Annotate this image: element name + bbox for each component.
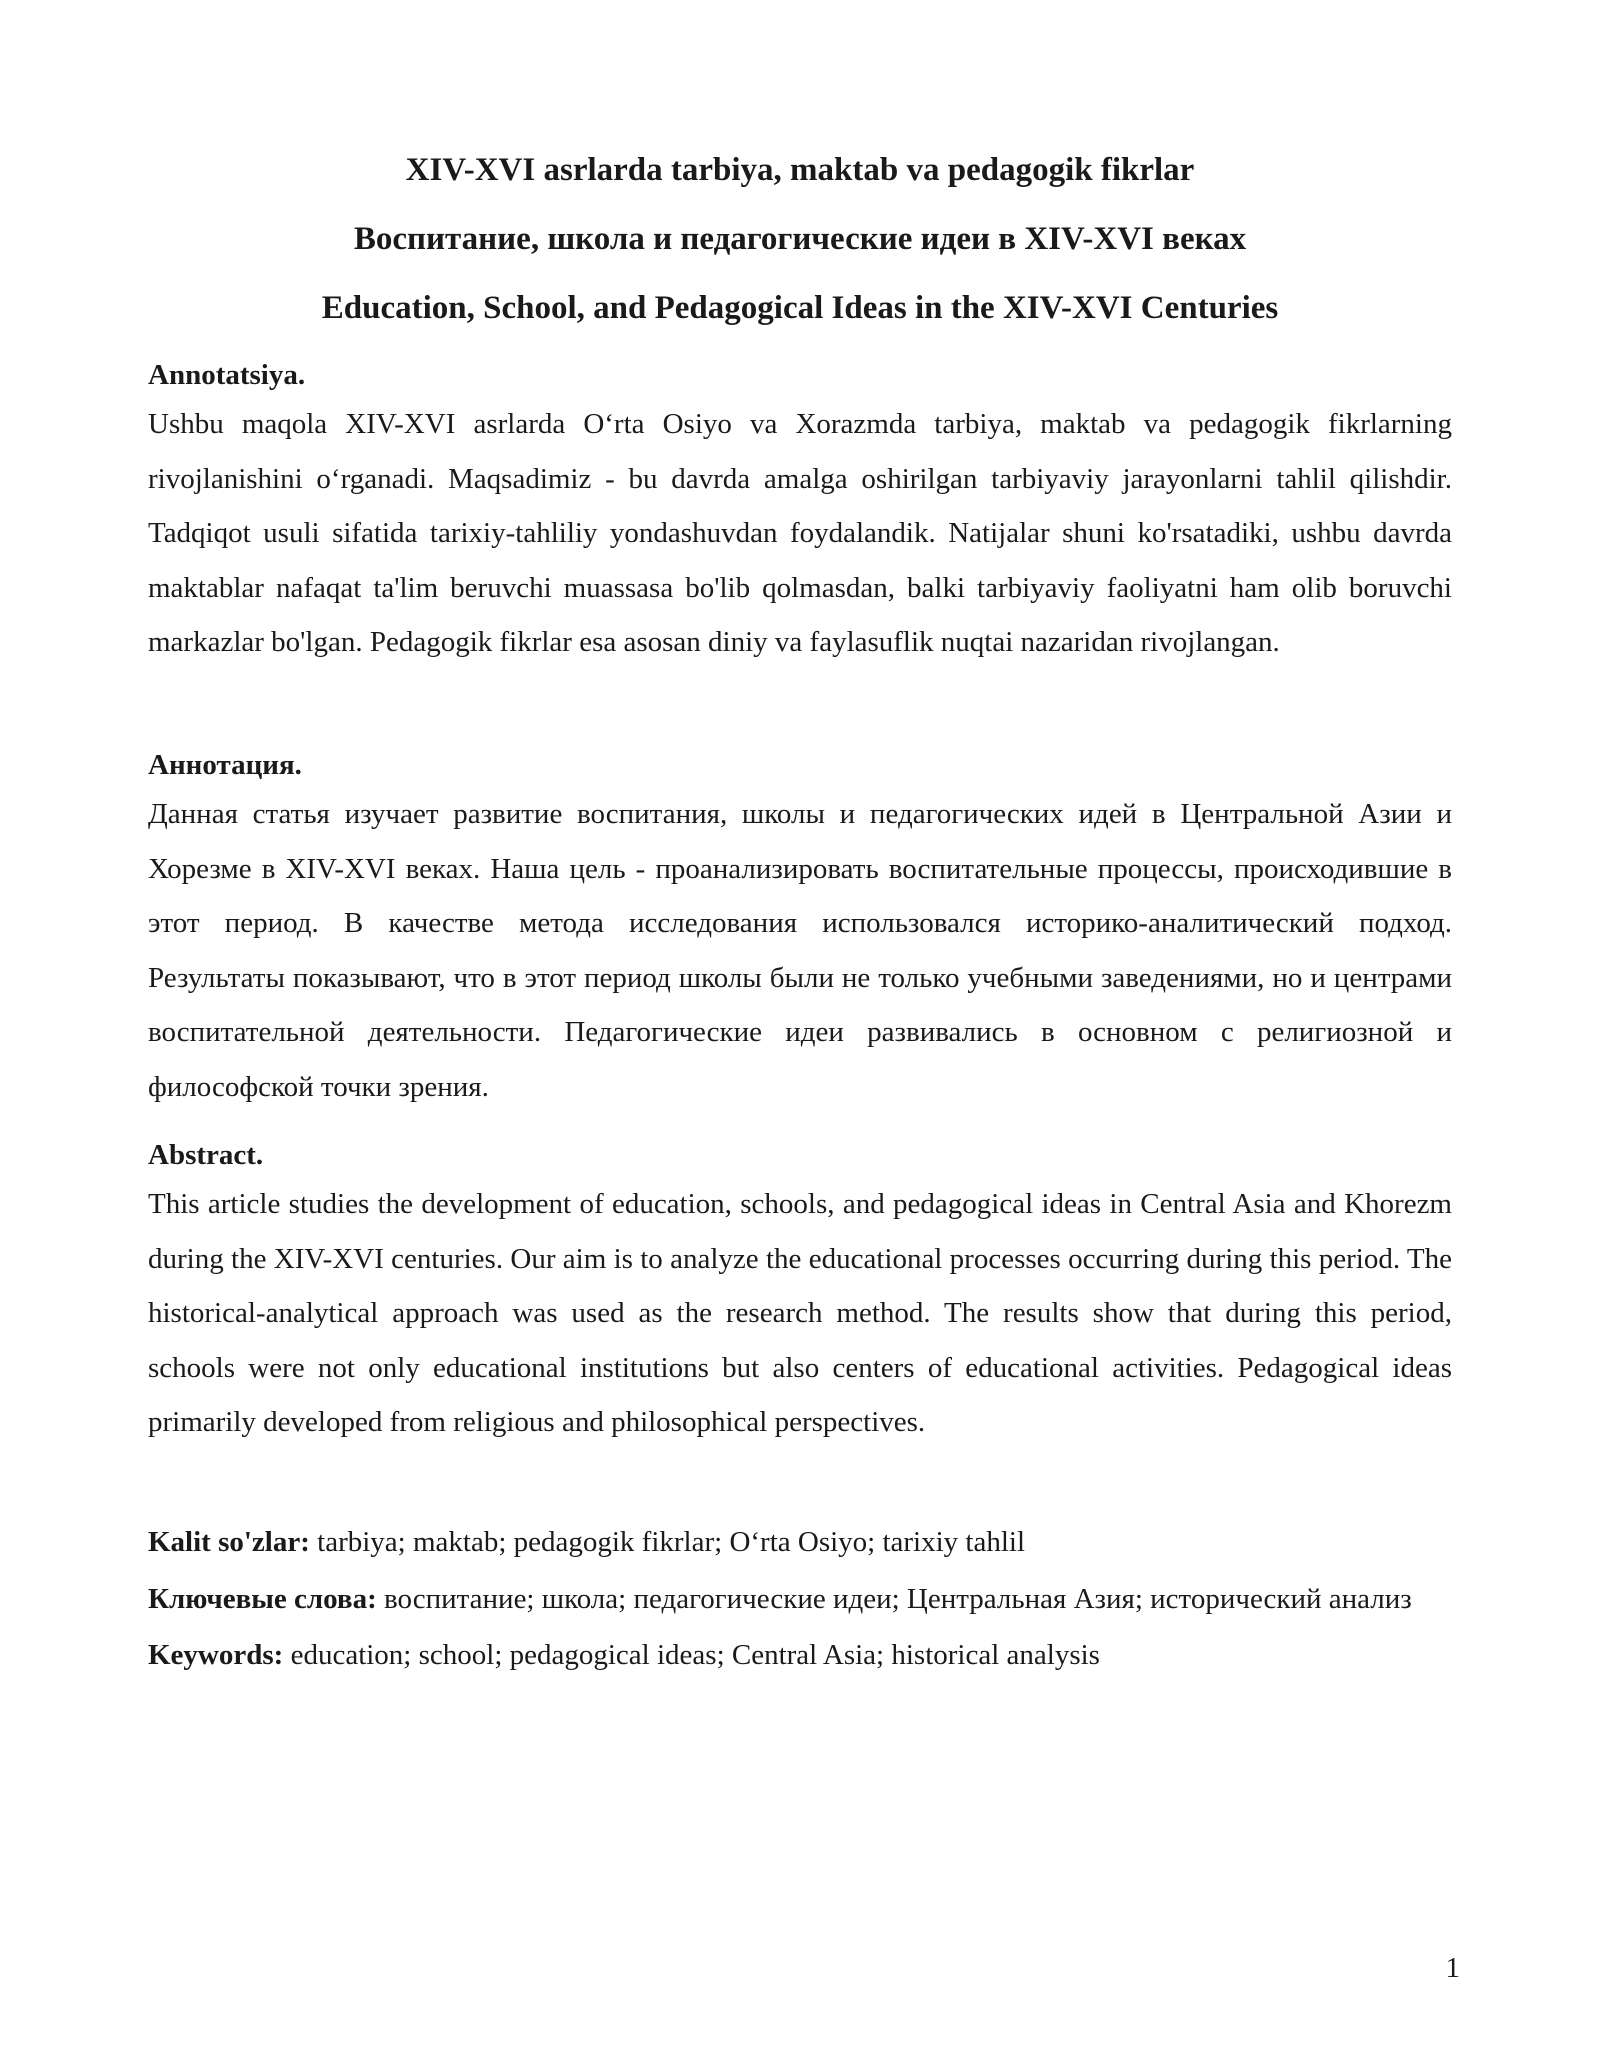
abstract-russian [148,747,1452,1114]
abstract-text-uzbek: Ushbu maqola XIV-XVI asrlarda O‘rta Osiyo va Xorazmda tarbiya, maktab va pedagogik fikrlarning rivojlanishini o‘rganadi. Maqsadimiz - bu davrda amalga oshirilgan tarbiyaviy jarayonlarni tahlil qilishdir. Tadqiqot usuli sifatida tarixiy-tahliliy yondashuvdan foydalandik. Natijalar shuni ko'rsatadiki, ushbu davrda maktablar nafaqat ta'lim beruvchi muassasa bo'lib qolmasdan, balki tarbiyaviy faoliyatni ham olib boruvchi markazlar bo'lgan. Pedagogik fikrlar esa asosan diniy va faylasuflik nuqtai nazaridan rivojlangan. [148,408,1452,658]
keywords-text-russian: воспитание; школа; педагогические идеи; Центральная Азия; исторический анализ [376,1582,1412,1615]
abstract-text-english: This article studies the development of education, schools, and pedagogical ideas in Central Asia and Khorezm during the XIV-XVI centuries. Our aim is to analyze the educational processes occurring during this period. The historical-analytical approach was used as the research method. The results show that during this period, schools were not only educational institutions but also centers of educational activities. Pedagogical ideas primarily developed from religious and philosophical perspectives. [148,1188,1452,1438]
keywords-uzbek [148,1515,1452,1570]
keywords-section [148,1515,1452,1683]
abstract-heading-english: Abstract. [148,1139,264,1171]
keywords-russian [148,1572,1452,1627]
keywords-text-english: education; school; pedagogical ideas; Central Asia; historical analysis [283,1639,1100,1671]
page-number: 1 [1445,1952,1460,1984]
abstract-text-russian: Данная статья изучает развитие воспитания, школы и педагогических идей в Центральной Азии и Хорезме в XIV-XVI веках. Наша цель - проанализировать воспитательные процессы, происходившие в этот период. В качестве метода исследования использовался историко-аналитический подход. Результаты показывают, что в этот период школы были не только учебными заведениями, но и центрами воспитательной деятельности. Педагогические идеи развивались в основном с религиозной и философской точки зрения. [148,798,1452,1103]
keywords-text-uzbek: tarbiya; maktab; pedagogik fikrlar; O‘rta Osiyo; tarixiy tahlil [309,1526,1026,1558]
abstract-english [148,1137,1452,1450]
keywords-label-english: Keywords: [148,1639,284,1671]
keywords-english [148,1628,1452,1683]
abstract-uzbek [148,357,1452,670]
title-uzbek: XIV-XVI asrlarda tarbiya, maktab va pedagogik fikrlar [405,152,1195,188]
abstract-heading-uzbek: Annotatsiya. [148,359,306,391]
title-russian: Воспитание, школа и педагогические идеи в XIV-XVI веках [353,221,1247,257]
keywords-label-russian: Ключевые слова: [148,1582,377,1615]
abstract-heading-russian: Аннотация. [148,749,302,781]
title-english: Education, School, and Pedagogical Ideas in the XIV-XVI Centuries [321,290,1279,326]
keywords-label-uzbek: Kalit so'zlar: [148,1526,310,1558]
